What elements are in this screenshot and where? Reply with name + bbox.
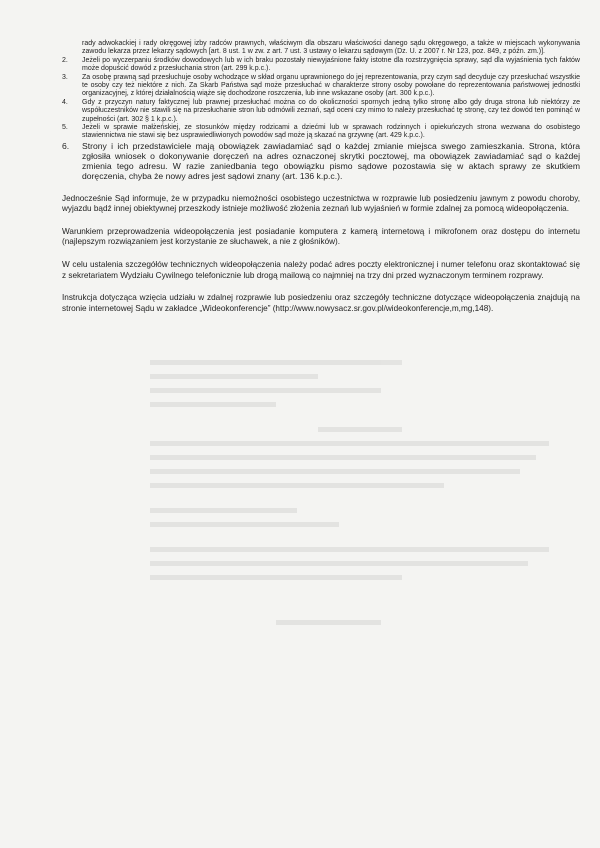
paragraph-technical-details: W celu ustalenia szczegółów technicznych wideopołączenia należy podać adres poczty elektronicznej i numer telefonu oraz skontaktować się z sekretariatem Wydziału Cywilnego telefonicznie lub drogą mailową co najmniej na trzy dni przed wyznaczonym terminem rozprawy. <box>62 260 580 280</box>
list-item <box>62 57 580 74</box>
paragraph-remote-hearing-info: Jednocześnie Sąd informuje, że w przypadku niemożności osobistego uczestnictwa w rozprawie lub posiedzeniu jawnym z powodu choroby, wyjazdu bądź innej obiektywnej przeszkody istnieje możliwość złożenia zeznań lub wyjaśnień w formie zdalnej za pomocą wideopołączenia. <box>62 193 580 214</box>
list-item-number: 5. <box>62 124 68 132</box>
list-item-text: Jeżeli w sprawie małżeńskiej, ze stosunków między rodzicami a dziećmi lub w sprawach rodzinnych i opiekuńczych strona wezwana do osobistego stawiennictwa nie stawi się bez usprawiedliwionych powodów sąd może ją skazać na grzywnę (art. 429 k.p.c.). <box>82 124 580 140</box>
paragraph-instructions: Instrukcja dotycząca wzięcia udziału w zdalnej rozprawie lub posiedzeniu oraz szczegóły techniczne dotyczące wideopołączenia znajdują na stronie internetowej Sądu w zakładce „Wideokonferencje” (http://www.nowysacz.sr.gov.pl/wideokonferencje,m,mg,148). <box>62 293 580 313</box>
document-body <box>62 40 580 314</box>
continuation-paragraph: rady adwokackiej i rady okręgowej izby radców prawnych, właściwym dla obszaru właściwości danego sądu okręgowego, a także w miejscach wykonywania zawodu lekarza przez lekarzy sądowych [art. 8 ust. 1 w zw. z art. 7 ust. 3 ustawy o lekarzu sądowym (Dz. U. z 2007 r. Nr 123, poz. 849, z późn. zm.)]. <box>82 40 580 56</box>
numbered-list <box>62 57 580 182</box>
list-item <box>62 141 580 182</box>
list-item <box>62 99 580 124</box>
list-item-number: 4. <box>62 98 68 106</box>
list-item-number: 2. <box>62 56 68 64</box>
reverse-side-bleed-through <box>150 360 570 820</box>
list-item-text: Jeżeli po wyczerpaniu środków dowodowych lub w ich braku pozostały niewyjaśnione fakty istotne dla rozstrzygnięcia sprawy, sąd dla wyjaśnienia tych faktów może dopuścić dowód z przesłuchania stron (art. 299 k.p.c.). <box>82 56 580 73</box>
paragraph-requirements: Warunkiem przeprowadzenia wideopołączenia jest posiadanie komputera z kamerą internetową i mikrofonem oraz dostępu do internetu (najlepszym rozwiązaniem jest korzystanie ze słuchawek, a nie z głośników). <box>62 226 580 247</box>
list-item <box>62 124 580 141</box>
list-item-text: Za osobę prawną sąd przesłuchuje osoby wchodzące w skład organu uprawnionego do jej reprezentowania, przy czym sąd decyduje czy przesłuchać wszystkie te osoby czy też niektóre z nich. Za Skarb Państwa sąd może przesłuchać w charakterze strony osoby powołane do reprezentowania państwowej jednostki organizacyjnej, z której działalnością wiąże się dochodzone roszczenia, lub inne wskazane osoby (art. 300 k.p.c.). <box>82 73 580 98</box>
list-item-number: 6. <box>62 140 70 151</box>
list-item <box>62 74 580 99</box>
list-item-text: Gdy z przyczyn natury faktycznej lub prawnej przesłuchać można co do okoliczności spornych jedną tylko stronę albo gdy druga strona lub niektórzy ze współuczestników nie stawili się na przesłuchanie stron lub odmówili zeznań, sąd oceni czy mimo to należy przesłuchać tę stronę, czy też dowód ten pominąć w zupełności (art. 302 § 1 k.p.c.). <box>82 98 580 123</box>
list-item-number: 3. <box>62 73 68 81</box>
list-item-text: Strony i ich przedstawiciele mają obowiązek zawiadamiać sąd o każdej zmianie miejsca swego zamieszkania. Strona, która zgłosiła wniosek o dokonywanie doręczeń na adres oznaczonej skrytki pocztowej, ma obowiązek zawiadamiać sąd o każdej zmienia tego adresu. W razie zaniedbania tego obowiązku pismo sądowe pozostawia się w aktach sprawy ze skutkiem doręczenia, chyba że nowy adres jest sądowi znany (art. 136 k.p.c.). <box>82 140 580 182</box>
